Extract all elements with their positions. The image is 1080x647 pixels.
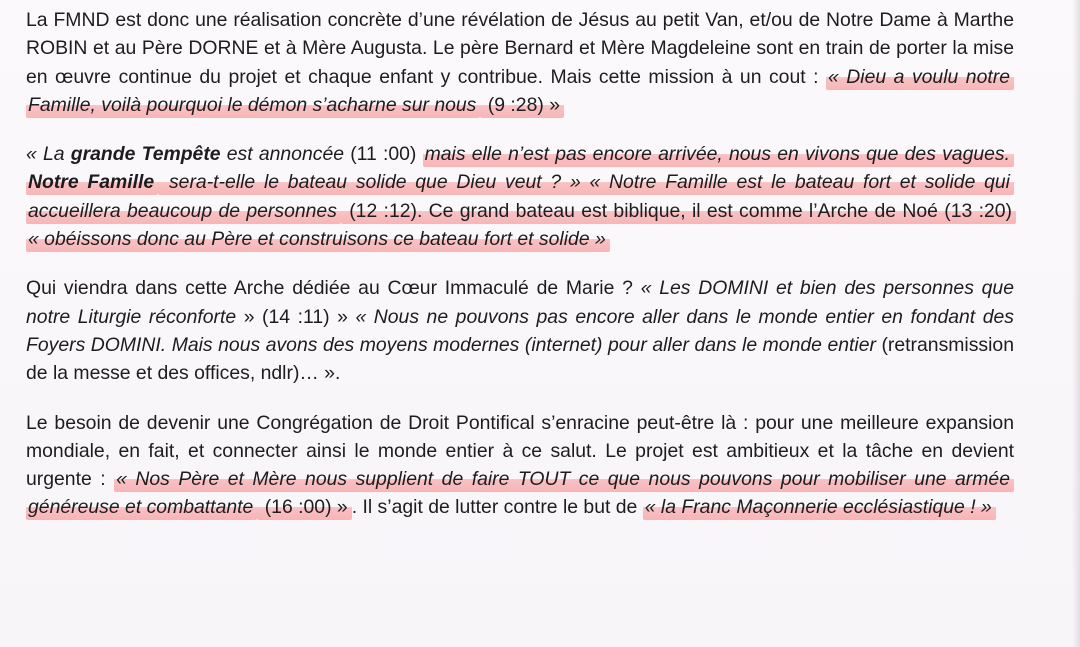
text-run: La FMND est donc une réalisation concrète d’une révélation de Jésus au petit Van, et/ou de Notre Dame à Marthe ROBIN et au Père DORNE et à Mère Augusta. Le père Bernard et Mère Magdeleine sont en train de porter la mise en œuvre continue du projet et chaque enfant y contribue. Mais cette mission à un cout : bbox=[26, 9, 1014, 88]
quote-text: « Nous ne pouvons pas encore aller dans le monde entier en fondant des Foyers DOMINI. Mais nous avons des moyens modernes (internet) pour aller dans le monde entier bbox=[26, 305, 1014, 356]
highlighted-reference: (16 :00) » bbox=[257, 496, 351, 520]
quote-text: « Les DOMINI et bien des personnes que notre Liturgie réconforte bbox=[26, 277, 1015, 328]
reference-text: (11 :00) bbox=[344, 143, 423, 166]
text-run: . Il s’agit de lutter contre le but de bbox=[351, 496, 643, 519]
reference-text: » (14 :11) » bbox=[236, 305, 356, 328]
highlighted-reference: (12 :12). Ce grand bateau est biblique, il est comme l’Arche de Noé (13 :20) bbox=[341, 200, 1016, 224]
text-run: Qui viendra dans cette Arche dédiée au Cœur Immaculé de Marie ? bbox=[26, 277, 641, 300]
highlighted-quote: « Nos Père et Mère nous supplient de faire TOUT ce que nous pouvons pour mobiliser une armée généreuse et combattante bbox=[26, 468, 1014, 520]
text-run: (retransmission de la messe et des offices, ndlr)… ». bbox=[26, 333, 1015, 385]
page-edge-shadow bbox=[1072, 0, 1080, 647]
highlighted-quote: mais elle n’est pas encore arrivée, nous en vivons que des vagues. bbox=[423, 143, 1014, 167]
paragraph-3 bbox=[26, 274, 1014, 387]
text-run: Le besoin de devenir une Congrégation de Droit Pontifical s’enracine peut-être là : pour une meilleure expansion mondiale, en fait, et connecter ainsi le monde entier à ce salut. Le projet est ambitieux et la tâche en devient urgente : bbox=[26, 411, 1014, 491]
bold-quote-text: grande Tempête bbox=[70, 143, 221, 166]
paragraph-1 bbox=[26, 6, 1014, 119]
quote-text: « La bbox=[26, 143, 71, 166]
highlighted-quote: « obéissons donc au Père et construisons ce bateau fort et solide » bbox=[26, 228, 610, 252]
highlighted-bold-quote: Notre Famille bbox=[26, 171, 158, 195]
paragraph-2 bbox=[26, 140, 1014, 253]
highlighted-quote: « Dieu a voulu notre Famille, voilà pourquoi le démon s’acharne sur nous bbox=[26, 66, 1014, 118]
highlighted-reference: (9 :28) » bbox=[480, 94, 564, 118]
paragraph-4 bbox=[26, 409, 1014, 522]
quote-text: est annoncée bbox=[220, 143, 345, 166]
highlighted-quote: « la Franc Maçonnerie ecclésiastique ! » bbox=[643, 496, 996, 520]
highlighted-quote: sera-t-elle le bateau solide que Dieu veut ? » « Notre Famille est le bateau fort et solide qui accueillera beaucoup de personnes bbox=[26, 171, 1014, 223]
document-body bbox=[26, 6, 1014, 522]
